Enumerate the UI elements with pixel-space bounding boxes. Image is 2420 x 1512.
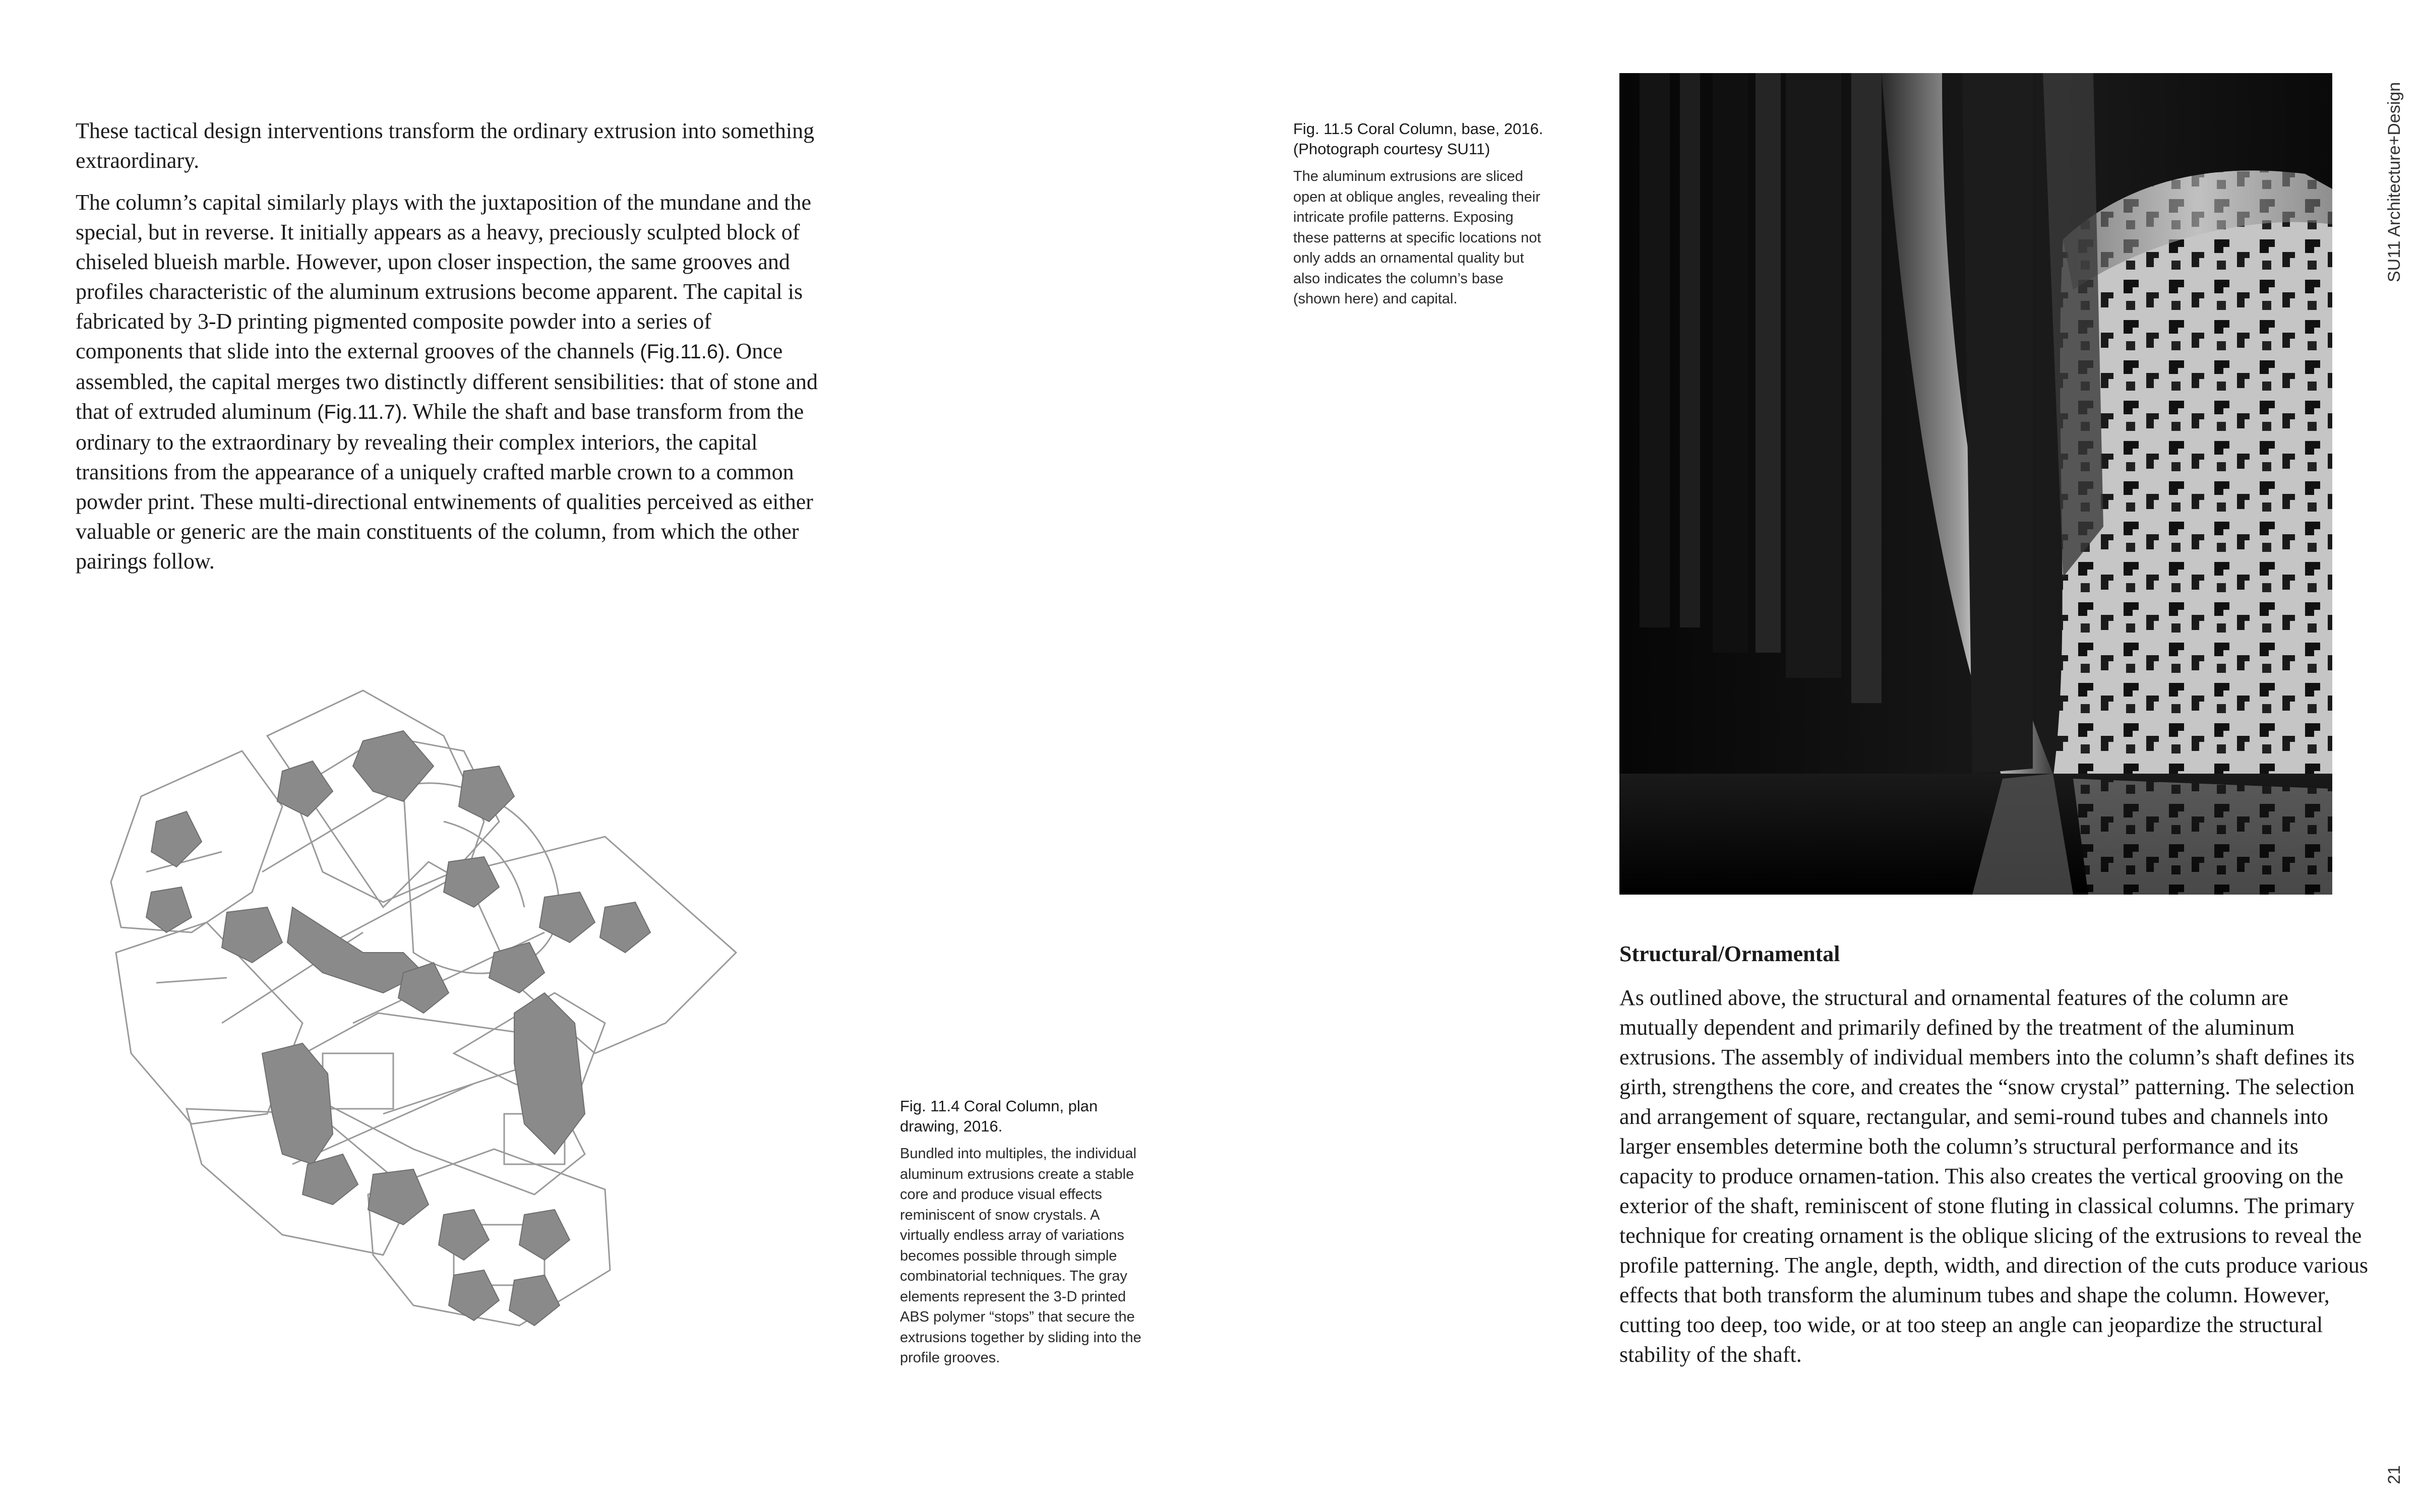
structural-text [1619,983,2371,1381]
intro-p2-part-c: . While the shaft and base transform from the ordinary to the extraordinary by revealing their complex interiors, the capital transitions from the appearance of a uniquely crafted marble crown to a common powder print. These multi-directional entwinements of qualities perceived as either valuable or generic are the main constituents of the column, from which the other pairings follow. [76,399,813,574]
fig-11-7-reference: (Fig.11.7) [317,401,402,423]
intro-p2-part-a: The column’s capital similarly plays with the juxtaposition of the mundane and the special, but in reverse. It initially appears as a heavy, preciously sculpted block of chiseled blueish marble. However, upon closer inspection, the same grooves and profiles characteristic of the aluminum extrusions become apparent. The capital is fabricated by 3-D printing pigmented composite powder into a series of components that slide into the external grooves of the channels [76,190,812,363]
fig-11-6-reference: (Fig.11.6) [640,341,725,363]
coral-column-plan-drawing [101,670,756,1376]
intro-paragraph-2 [76,187,822,576]
running-head-text: SU11 Architecture+Design [2385,82,2404,282]
section-heading-structural-ornamental: Structural/Ornamental [1619,941,1840,966]
coral-column-base-photo [1619,73,2332,895]
fig-11-4-title: Fig. 11.4 Coral Column, plan drawing, 2016. [900,1097,1098,1135]
page-number-text: 21 [2385,1465,2404,1484]
fig-11-5-body: The aluminum extrusions are sliced open at oblique angles, revealing their intricate profile patterns. Exposing these patterns at specific locations not only adds an ornamental quality but also indicates the column’s base (shown here) and capital. [1293,168,1541,307]
page-number [2385,1457,2405,1487]
fig-11-5-title: Fig. 11.5 Coral Column, base, 2016. (Photograph courtesy SU11) [1293,120,1543,158]
fig-11-4-body: Bundled into multiples, the individual aluminum extrusions create a stable core and produce visual effects reminiscent of snow crystals. A virtually endless array of variations becomes possible through simple combinatorial techniques. The gray elements represent the 3-D printed ABS polymer “stops” that secure the extrusions together by sliding into the profile grooves. [900,1146,1141,1366]
intro-text [76,116,822,588]
fig-11-5-caption [1293,119,1545,309]
intro-p2-part-b: . Once assembled, the capital merges two distinctly different sensibilities: that of stone and that of extruded aluminum [76,339,818,424]
structural-paragraph: As outlined above, the structural and ornamental features of the column are mutually dependent and primarily defined by the treatment of the aluminum extrusions. The assembly of individual members into the column’s shaft defines its girth, strengthens the core, and creates the “snow crystal” patterning. The selection and arrangement of square, rectangular, and semi-round tubes and channels into larger ensembles determine both the column’s structural performance and its capacity to produce ornamen-tation. This also creates the vertical grooving on the exterior of the shaft, reminiscent of stone fluting in classical columns. The primary technique for creating ornament is the oblique slicing of the extrusions to reveal the profile patterning. The angle, depth, width, and direction of the cuts produce various effects that both transform the aluminum tubes and shape the column. However, cutting too deep, too wide, or at too steep an angle can jeopardize the structural stability of the shaft. [1619,985,2368,1367]
intro-paragraph-1: These tactical design interventions transform the ordinary extrusion into something extraordinary. [76,118,815,173]
fig-11-4-caption [900,1096,1142,1368]
running-head [2385,50,2405,282]
